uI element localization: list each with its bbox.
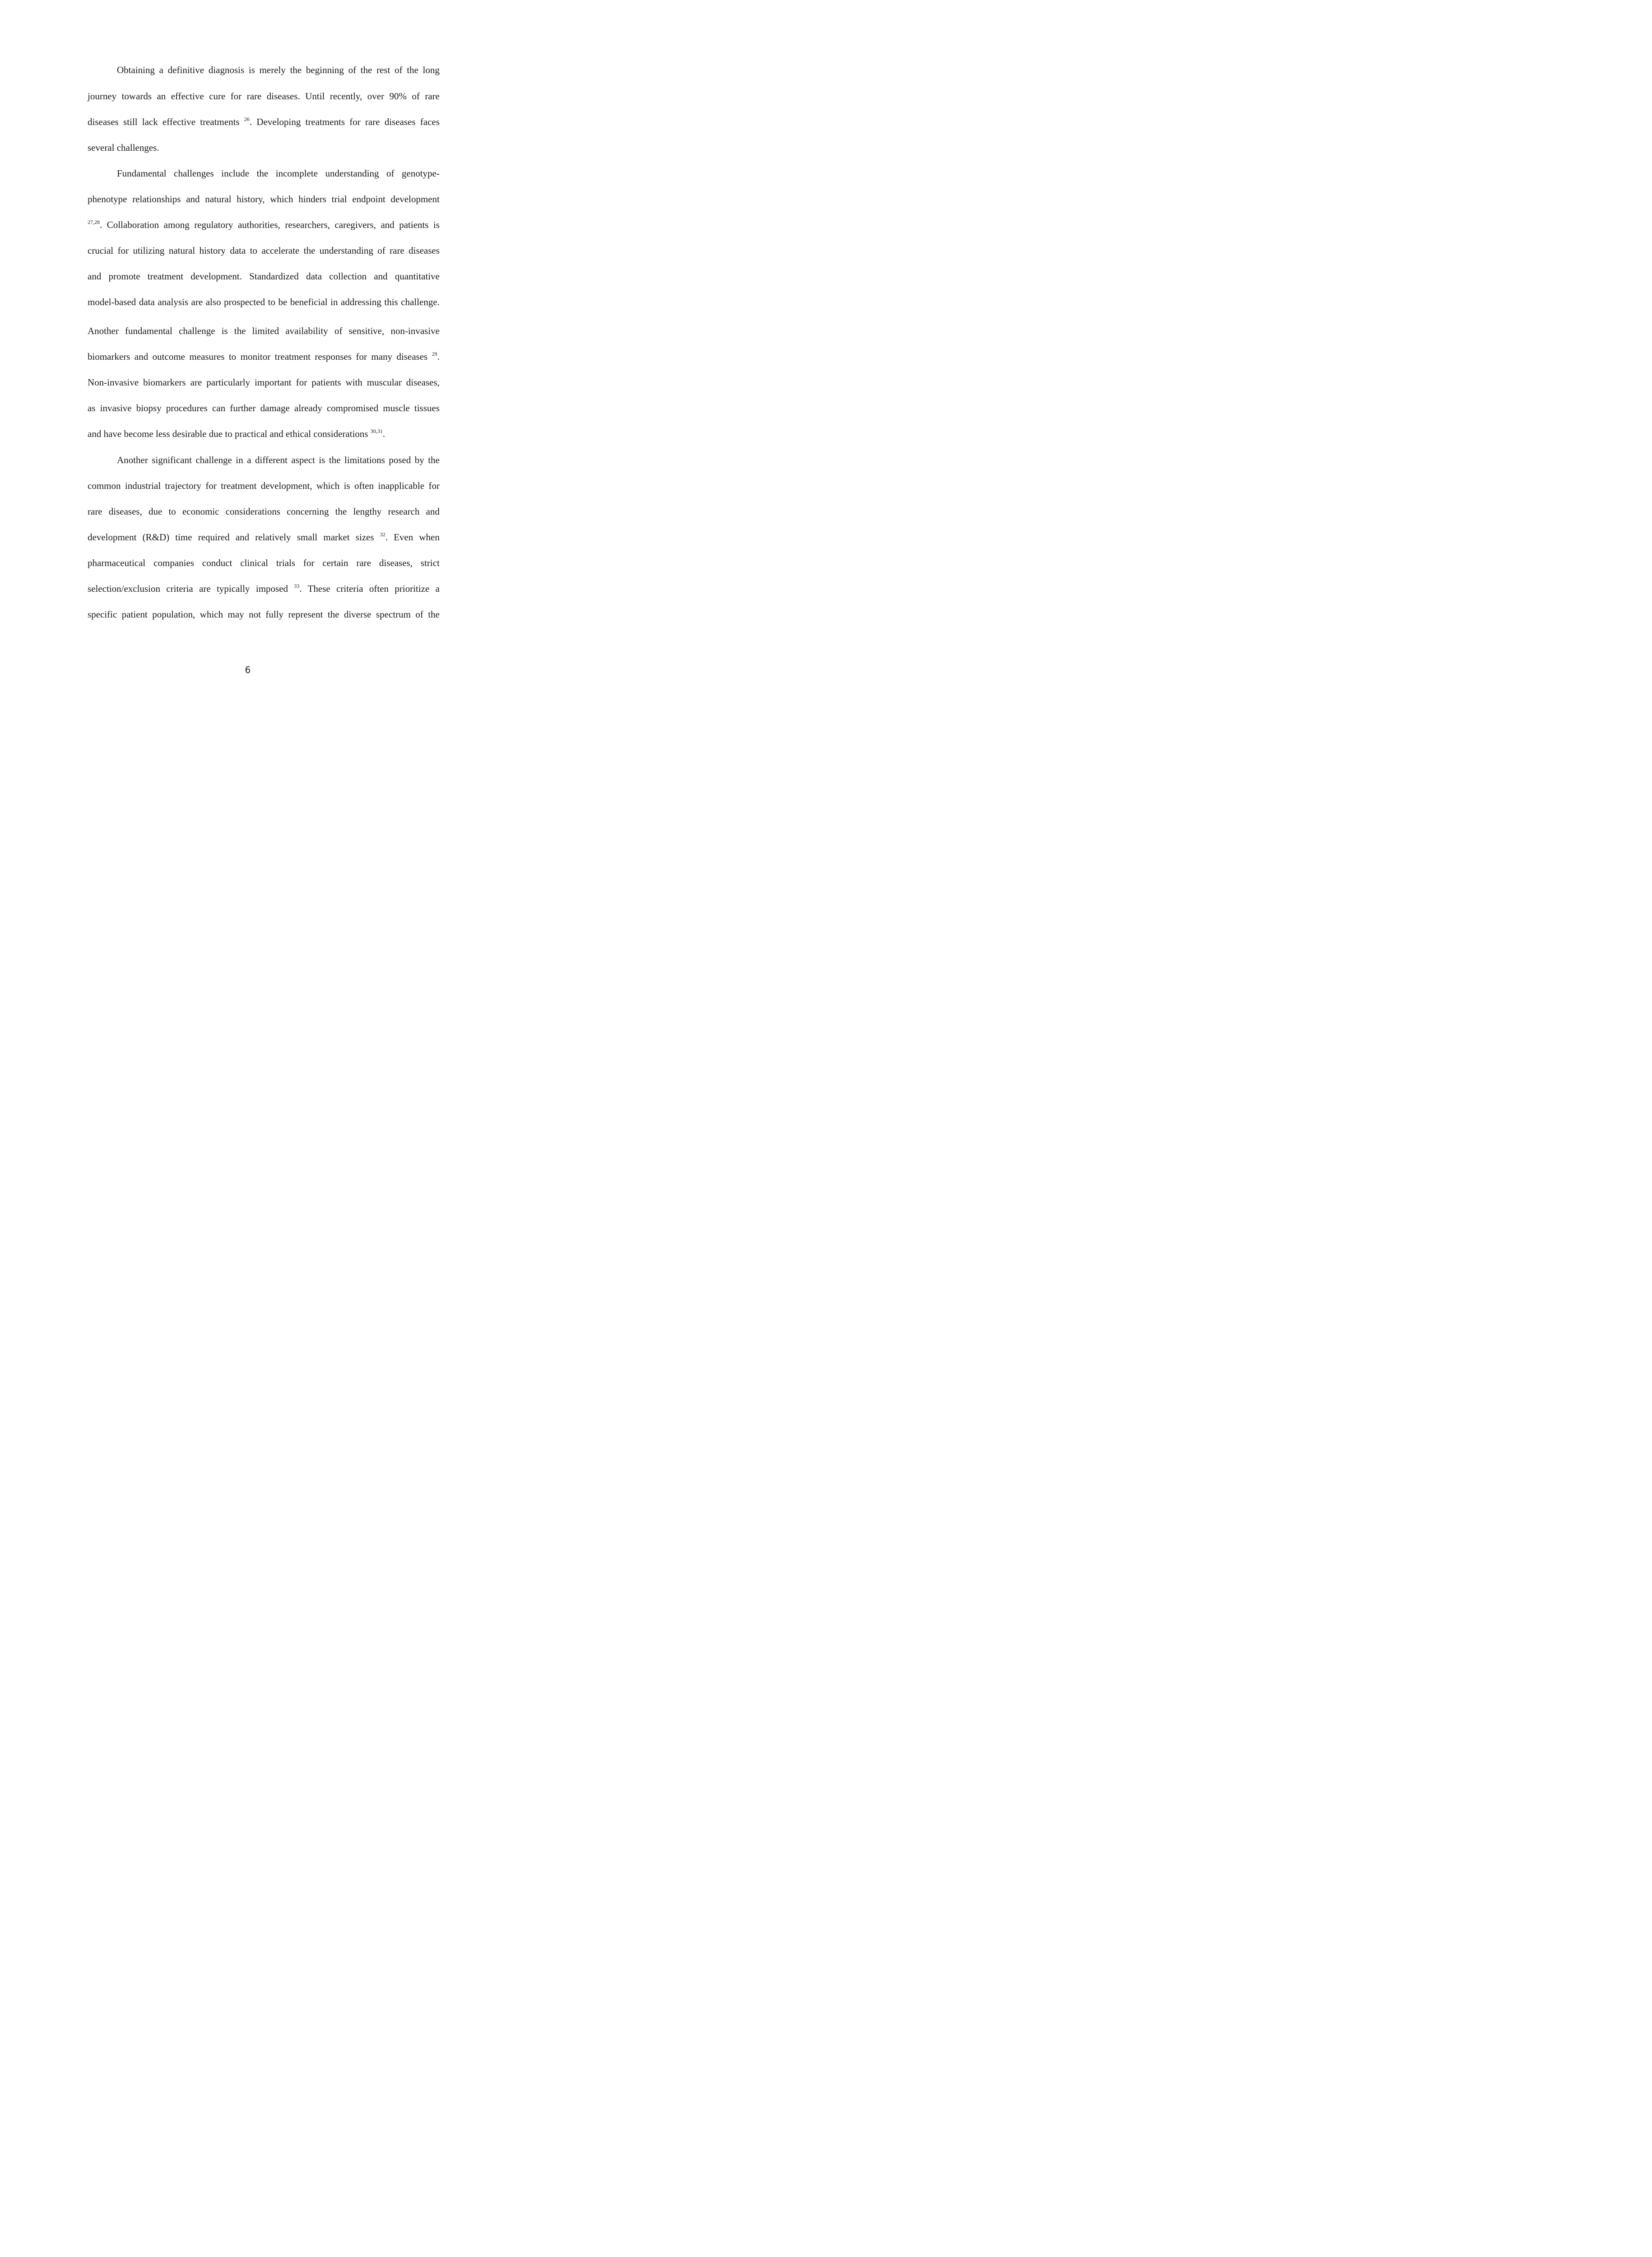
text-line: model-based data analysis are also prospected to be beneficial in addressing this challenge. [88,297,440,307]
text-line: Another fundamental challenge is the limited availability of sensitive, non-invasive [88,325,440,336]
text-line: Fundamental challenges include the incomplete understanding of genotype- [117,168,440,179]
text-line: as invasive biopsy procedures can further damage already compromised muscle tissues [88,403,440,413]
text-line: and have become less desirable due to practical and ethical considerations $^{30,31}$. [88,428,385,439]
text-line: journey towards an effective cure for rare diseases. Until recently, over 90% of rare [88,91,440,102]
citation-superscript: 27,28 [88,219,100,225]
text-line: and promote treatment development. Standardized data collection and quantitative [88,271,440,282]
text-line: Another significant challenge in a different aspect is the limitations posed by the [117,455,440,465]
text-line: crucial for utilizing natural history data to accelerate the understanding of rare diseases [88,245,440,256]
text-line: diseases still lack effective treatments $^{26}$. Developing treatments for rare diseases faces [88,116,440,127]
text-line: pharmaceutical companies conduct clinical trials for certain rare diseases, strict [88,557,440,568]
text-line: specific patient population, which may not fully represent the diverse spectrum of the [88,609,440,620]
citation-superscript: 32 [380,531,385,538]
text-line: phenotype relationships and natural history, which hinders trial endpoint development [88,194,440,204]
text-line: development (R&D) time required and relatively small market sizes $^{32}$. Even when [88,531,440,543]
citation-superscript: 33 [294,583,300,589]
page-number: 6 [245,664,251,675]
text-line: Obtaining a definitive diagnosis is merely the beginning of the rest of the long [117,65,440,75]
text-line: biomarkers and outcome measures to monitor treatment responses for many diseases $^{29}$. [88,351,440,362]
text-line: rare diseases, due to economic considerations concerning the lengthy research and [88,506,440,517]
text-line: selection/exclusion criteria are typically imposed $^{33}$. These criteria often prioritize a [88,583,440,594]
citation-superscript: 29 [432,351,437,357]
citation-superscript: 30,31 [370,428,383,434]
text-line: $^{27,28}$. Collaboration among regulatory authorities, researchers, caregivers, and patients is [88,219,440,230]
text-line: several challenges. [88,142,159,153]
text-line: common industrial trajectory for treatment development, which is often inapplicable for [88,480,440,491]
document-page [0,0,496,704]
text-line: Non-invasive biomarkers are particularly important for patients with muscular diseases, [88,377,440,388]
citation-superscript: 26 [244,116,250,122]
